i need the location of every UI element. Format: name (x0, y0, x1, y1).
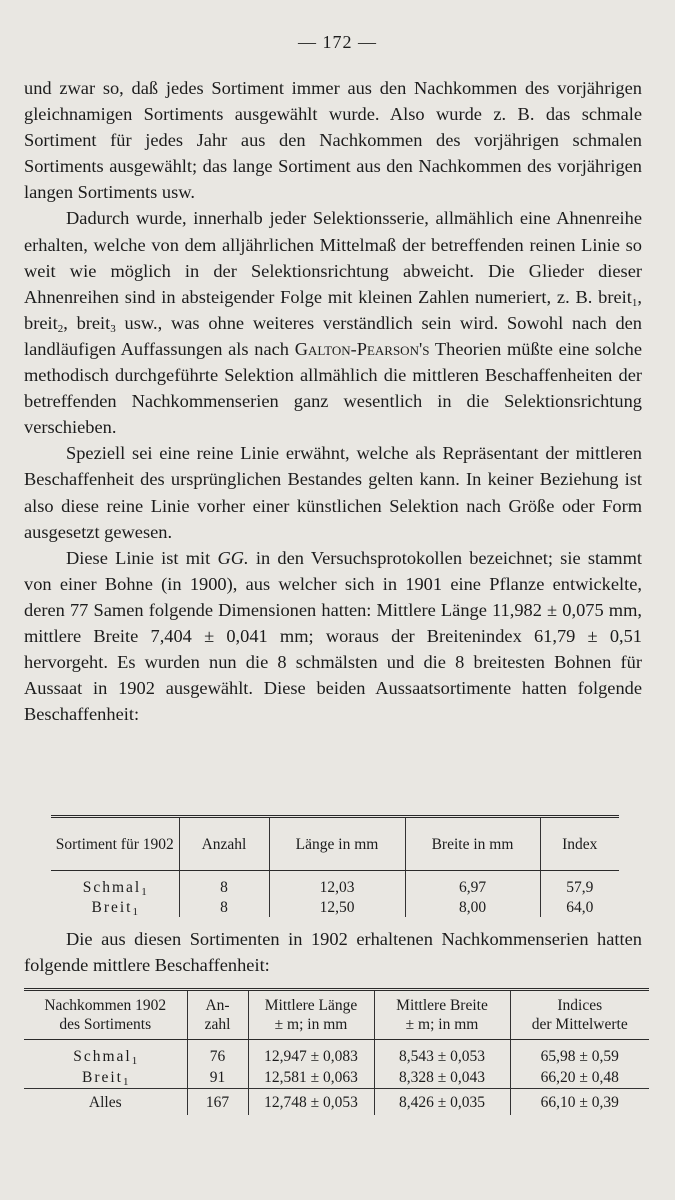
line-label: GG. (217, 547, 249, 568)
header-line: zahl (204, 1016, 231, 1033)
row-label (51, 897, 179, 917)
header-line: der Mittelwerte (531, 1016, 628, 1033)
table-row-total (24, 1089, 649, 1116)
paragraph-3: Speziell sei eine reine Linie erwähnt, welche als Repräsentant der mittleren Beschaffenheit des ursprünglichen Bestandes gelten kann. In keiner Beziehung ist also diese reine Linie vorher einer künstlichen Selektion nach Größe oder Form ausgesetzt gewesen. (24, 443, 642, 542)
cell-index: 57,9 (540, 871, 619, 898)
cell-index: 66,10 ± 0,39 (510, 1089, 649, 1116)
subscript: 2 (57, 322, 64, 335)
cell-breite: 8,426 ± 0,035 (374, 1089, 510, 1116)
paragraph-4-text-b: in den Versuchsprotokollen bezeichnet; sie stammt von einer Bohne (in 1900), aus welcher sich in 1901 eine Pflanze entwickelte, deren 77 Samen folgende Dimensionen hatten: Mittlere Länge 11,982 ± 0,075 mm, mittlere Breite 7,404 ± 0,041 mm; woraus der Breitenindex 61,79 ± 0,51 hervorgeht. Es wurden nun die 8 schmälsten und die 8 breitesten Bohnen für Aussaat in 1902 ausgewählt. Diese beiden Aussaatsortimente hatten folgende Beschaffenheit: (24, 547, 642, 725)
cell-anzahl: 76 (187, 1040, 248, 1068)
body-text (24, 75, 642, 727)
header-index: Index (540, 817, 619, 871)
paragraph-1: und zwar so, daß jedes Sortiment immer aus den Nachkommen des vorjährigen gleichnamigen Sortiments ausgewählt wurde. Also wurde z. B. das schmale Sortiment für jedes Jahr aus den Nachkommen des vorjährigen schmalen Sortiments ausgewählt; das lange Sortiment aus den Nachkommen des vorjährigen langen Sortiments usw. (24, 78, 642, 203)
paragraph-5: Die aus diesen Sortimenten in 1902 erhaltenen Nachkommenserien hatten folgende mittlere Beschaffenheit: (24, 929, 642, 976)
cell-index: 64,0 (540, 897, 619, 917)
cell-laenge: 12,581 ± 0,063 (248, 1067, 374, 1089)
page-number: — 172 — (298, 32, 377, 52)
row-label (24, 1067, 187, 1089)
table-row (24, 1040, 649, 1068)
cell-laenge: 12,03 (269, 871, 405, 898)
header-sortiment: Sortiment für 1902 (51, 817, 179, 871)
header-line: des Sortiments (59, 1016, 152, 1033)
header-line: An- (205, 997, 230, 1014)
table-row (51, 897, 619, 917)
header-line: Mittlere Länge (264, 997, 358, 1014)
row-name: Schmal (73, 1048, 132, 1065)
cell-breite: 8,543 ± 0,053 (374, 1040, 510, 1068)
header-indices (510, 990, 649, 1040)
paragraph-4-text-a: Diese Linie ist mit (66, 547, 218, 568)
header-line: ± m; in mm (274, 1016, 348, 1033)
cell-breite: 8,00 (405, 897, 540, 917)
row-label: Alles (24, 1089, 187, 1116)
cell-breite: 6,97 (405, 871, 540, 898)
subscript: 1 (123, 1076, 129, 1088)
cell-laenge: 12,947 ± 0,083 (248, 1040, 374, 1068)
header-nachkommen (24, 990, 187, 1040)
table-header (51, 817, 619, 871)
paragraph-2-text-c: , breit (63, 312, 111, 333)
table-nachkommen-1902 (24, 988, 649, 1115)
subscript: 1 (141, 885, 147, 898)
header-line: Indices (557, 997, 603, 1014)
paragraph-2-text-d: usw., was ohne weiteres verständlich sein wird. Sowohl nach den landläufigen Auffassungen als nach (24, 312, 642, 359)
row-name: Schmal (82, 878, 142, 896)
header-line: Nachkommen 1902 (44, 997, 167, 1014)
subscript: 3 (110, 322, 116, 335)
cell-index: 66,20 ± 0,48 (510, 1067, 649, 1089)
cell-anzahl: 91 (187, 1067, 248, 1089)
table-sortiment-1902 (51, 815, 619, 917)
header-mittlere-breite (374, 990, 510, 1040)
header-mittlere-laenge (248, 990, 374, 1040)
header-breite: Breite in mm (405, 817, 540, 871)
header-anzahl: Anzahl (179, 817, 269, 871)
header-anzahl (187, 990, 248, 1040)
cell-laenge: 12,50 (269, 897, 405, 917)
row-name: Breit (82, 1069, 123, 1086)
row-label (51, 871, 179, 898)
header-line: Mittlere Breite (396, 997, 488, 1014)
table-row (24, 1067, 649, 1089)
paragraph-2-text-b: , breit (24, 286, 642, 333)
paragraph-2 (24, 205, 642, 440)
table-row (51, 871, 619, 898)
header-laenge: Länge in mm (269, 817, 405, 871)
header-line: ± m; in mm (405, 1016, 479, 1033)
cell-anzahl: 167 (187, 1089, 248, 1116)
cell-index: 65,98 ± 0,59 (510, 1040, 649, 1068)
row-label (24, 1040, 187, 1068)
body-text-middle (24, 926, 642, 978)
author-name: Galton-Pearson's (294, 338, 430, 359)
cell-anzahl: 8 (179, 871, 269, 898)
cell-anzahl: 8 (179, 897, 269, 917)
paragraph-2-text-a: Dadurch wurde, innerhalb jeder Selektionsserie, allmählich eine Ahnenreihe erhalten, welche von dem alljährlichen Mittelmaß der betreffenden reinen Linie so weit wie möglich in der Selektionsrichtung abweicht. Die Glieder dieser Ahnenreihen sind in absteigender Folge mit kleinen Zahlen numeriert, z. B. breit (24, 208, 642, 307)
cell-breite: 8,328 ± 0,043 (374, 1067, 510, 1089)
row-name: Breit (91, 898, 133, 916)
paragraph-4 (24, 545, 642, 728)
paragraph-2-text-e: Theorien müßte eine solche methodisch durchgeführte Selektion allmählich die mittleren Beschaffenheiten der betreffenden Nachkommenserien ganz wesentlich in die Selektionsrichtung verschieben. (24, 338, 642, 438)
subscript: 1 (631, 296, 638, 309)
subscript: 1 (132, 905, 138, 918)
cell-laenge: 12,748 ± 0,053 (248, 1089, 374, 1116)
table-header (24, 990, 649, 1040)
subscript: 1 (131, 1055, 138, 1067)
